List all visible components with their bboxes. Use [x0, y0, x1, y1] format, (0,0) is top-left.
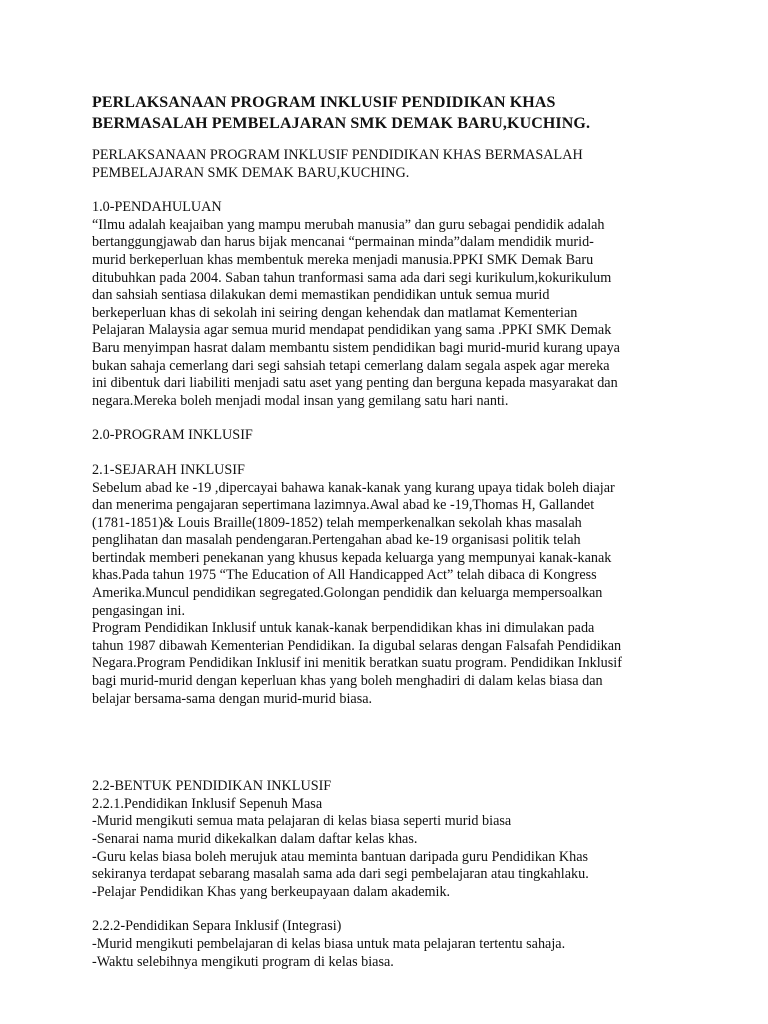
paragraph-line: ditubuhkan pada 2004. Saban tahun tranformasi sama ada dari segi kurikulum,kokurikulum: [92, 269, 612, 286]
list-item: -Senarai nama murid dikekalkan dalam daftar kelas khas.: [92, 831, 418, 847]
paragraph-line: pengasingan ini.: [92, 602, 185, 619]
paragraph-line: murid berkeperluan khas membentuk mereka menjadi manusia.PPKI SMK Demak Baru: [92, 251, 594, 268]
list-item: -Pelajar Pendidikan Khas yang berkeupayaan dalam akademik.: [92, 883, 451, 900]
section-pendahuluan: [92, 199, 678, 410]
section-heading: 2.2-BENTUK PENDIDIKAN INKLUSIF: [92, 778, 332, 795]
paragraph-line: bertanggungjawab dan harus bijak mencanai “permainan minda”dalam mendidik murid-: [92, 234, 594, 251]
paragraph-line: Negara.Program Pendidikan Inklusif ini menitik beratkan suatu program. Pendidikan Inklusif: [92, 655, 622, 672]
paragraph-line: dan menerima pengajaran sepertimana lazimnya.Awal abad ke -19,Thomas H, Gallandet: [92, 497, 595, 514]
paragraph-line: berkeperluan khas di sekolah ini seiring dengan kehendak dan matlamat Kementerian: [92, 304, 578, 321]
section-bentuk-inklusif: [92, 778, 678, 901]
paragraph-line: Sebelum abad ke -19 ,dipercayai bahawa kanak-kanak yang kurang upaya tidak boleh diajar: [92, 479, 615, 496]
paragraph-line: Amerika.Muncul pendidikan segregated.Golongan pendidik dan keluarga mempersoalkan: [92, 585, 603, 602]
subtitle-line: PEMBELAJARAN SMK DEMAK BARU,KUCHING.: [92, 164, 410, 181]
title-line: PERLAKSANAAN PROGRAM INKLUSIF PENDIDIKAN KHAS: [92, 94, 556, 111]
list-item: -Guru kelas biasa boleh merujuk atau meminta bantuan daripada guru Pendidikan Khas: [92, 848, 589, 865]
paragraph-line: bertindak memberi penekanan yang khusus kepada keluarga yang mempunyai kanak-kanak: [92, 549, 612, 566]
document-title: [92, 92, 678, 134]
paragraph-line: negara.Mereka boleh menjadi modal insan yang gemilang satu hari nanti.: [92, 392, 509, 409]
paragraph-line: (1781-1851)& Louis Braille(1809-1852) telah memperkenalkan sekolah khas masalah: [92, 514, 582, 531]
subsection-heading: 2.2.1.Pendidikan Inklusif Sepenuh Masa: [92, 795, 323, 812]
paragraph-line: bagi murid-murid dengan keperluan khas yang boleh menghadiri di dalam kelas biasa dan: [92, 673, 603, 690]
paragraph-line: belajar bersama-sama dengan murid-murid biasa.: [92, 690, 373, 707]
section-heading: 2.0-PROGRAM INKLUSIF: [92, 427, 253, 444]
title-line: BERMASALAH PEMBELAJARAN SMK DEMAK BARU,KUCHING.: [92, 115, 591, 132]
paragraph-line: penglihatan dan masalah pendengaran.Pertengahan abad ke-19 organisasi politik telah: [92, 532, 581, 549]
paragraph-line: dan sahsiah sentiasa dilakukan demi memastikan pendidikan untuk semua murid: [92, 287, 550, 304]
section-program-inklusif: [92, 427, 678, 445]
section-separa-inklusif: [92, 918, 678, 971]
section-heading: 2.1-SEJARAH INKLUSIF: [92, 461, 245, 478]
paragraph-line: “Ilmu adalah keajaiban yang mampu merubah manusia” dan guru sebagai pendidik adalah: [92, 216, 605, 233]
subtitle: [92, 147, 678, 182]
subsection-heading: 2.2.2-Pendidikan Separa Inklusif (Integrasi): [92, 918, 342, 935]
document-page: [92, 92, 678, 971]
paragraph-line: Program Pendidikan Inklusif untuk kanak-kanak berpendidikan khas ini dimulakan pada: [92, 620, 595, 637]
list-item: -Murid mengikuti pembelajaran di kelas biasa untuk mata pelajaran tertentu sahaja.: [92, 935, 566, 952]
list-item: -Murid mengikuti semua mata pelajaran di kelas biasa seperti murid biasa: [92, 813, 512, 830]
paragraph-line: ini dibentuk dari liabiliti menjadi satu aset yang penting dan berguna kepada masyarakat dan: [92, 375, 618, 392]
paragraph-line: tahun 1987 dibawah Kementerian Pendidikan. Ia digubal selaras dengan Falsafah Pendidikan: [92, 637, 622, 654]
list-item-continued: sekiranya terdapat sebarang masalah sama ada dari segi pembelajaran atau tingkahlaku.: [92, 866, 589, 883]
section-sejarah-inklusif: [92, 462, 678, 708]
paragraph-line: khas.Pada tahun 1975 “The Education of All Handicapped Act” telah dibaca di Kongress: [92, 567, 597, 584]
paragraph-line: bukan sahaja cemerlang dari segi sahsiah tetapi cemerlang dalam segala aspek agar mereka: [92, 357, 610, 374]
paragraph-line: Pelajaran Malaysia agar semua murid mendapat pendidikan yang sama .PPKI SMK Demak: [92, 322, 612, 339]
section-heading: 1.0-PENDAHULUAN: [92, 199, 222, 216]
subtitle-line: PERLAKSANAAN PROGRAM INKLUSIF PENDIDIKAN KHAS BERMASALAH: [92, 147, 583, 163]
paragraph-line: Baru menyimpan hasrat dalam membantu sistem pendidikan bagi murid-murid kurang upaya: [92, 339, 620, 356]
list-item: -Waktu selebihnya mengikuti program di kelas biasa.: [92, 953, 394, 970]
